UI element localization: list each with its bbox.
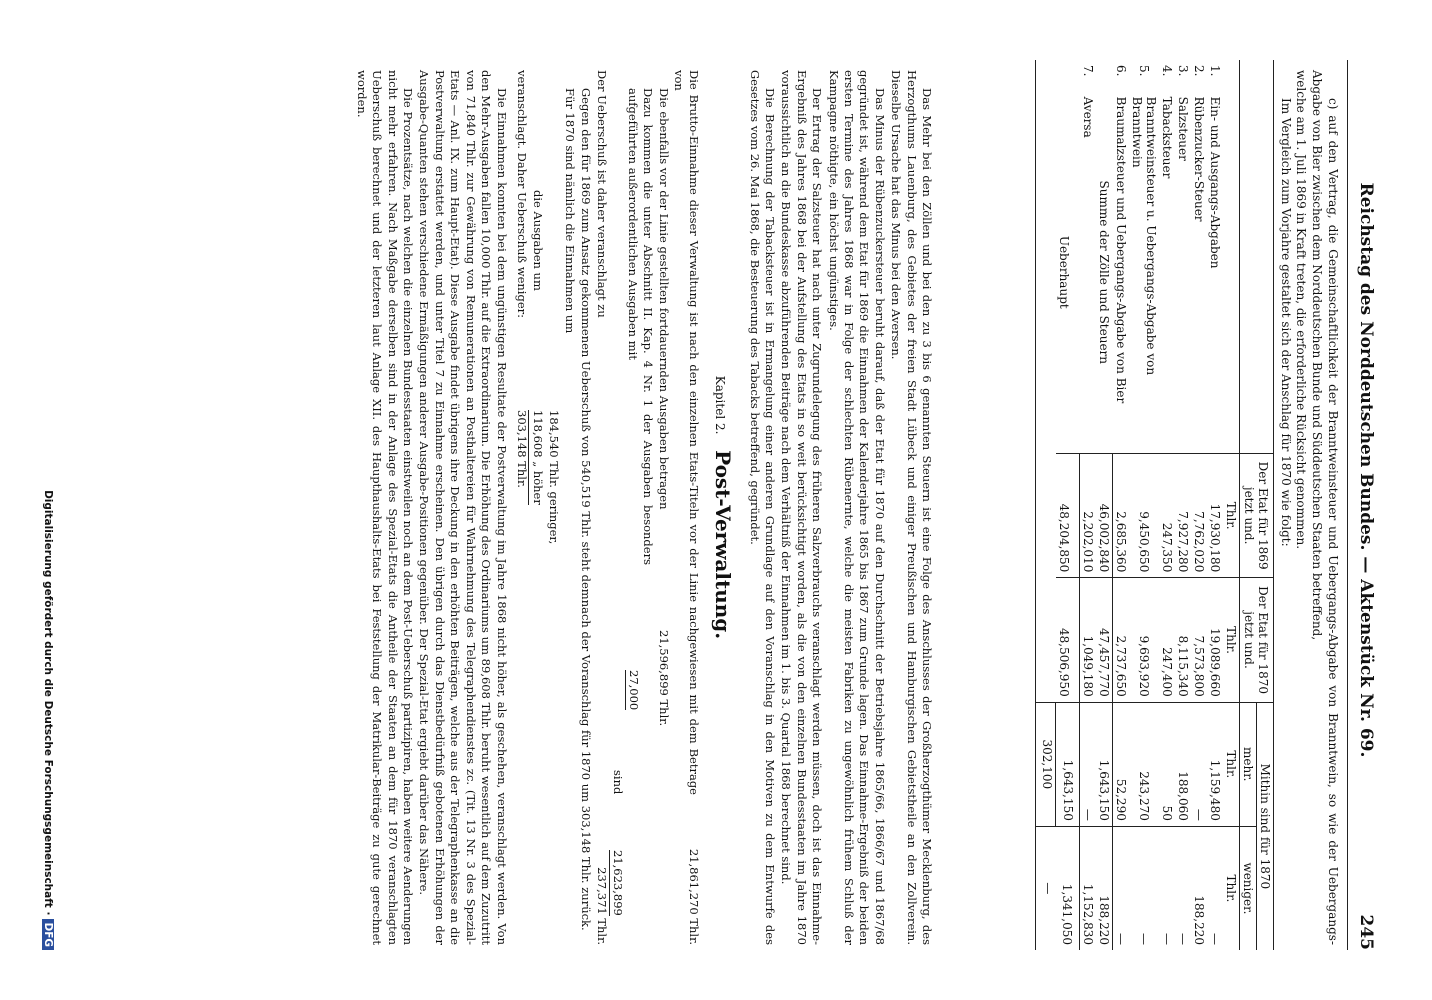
cell-weniger: — (1175, 826, 1191, 950)
aversa-row (1080, 60, 1097, 950)
row-label: Tabacksteuer (1160, 96, 1174, 179)
total-row (1056, 60, 1080, 950)
sum-e1869: 46,002,840 (1096, 453, 1113, 577)
total-weniger: 1,341,050 (1056, 826, 1080, 950)
paragraph-minus: Das Minus der Rübenzuckersteuer beruht darauf, daß der Etat für 1870 auf den Durchschnitt der Betriebsjahre 1865/66, 1866/67 und 1867/68 gegründet ist, während dem Etat für 1869 die Einnahmen der Kalenderjahre 1865 bis 1867 zum Grunde lagen. Das Einnahme-Ergebniß der beiden ersten Termine des Jahres 1868 war in Folge der schlechten Rübenernte, welche die meisten Fabriken zu ungewöhnlich frühem Schluß der Kampagne nöthigte, ein höchst ungünstiges. (826, 70, 887, 945)
row-number: 6. (1113, 65, 1128, 77)
calc-ueberschuss (593, 70, 609, 945)
total-number (1056, 60, 1080, 92)
page-number: 245 (1356, 914, 1376, 950)
chapter-heading (709, 70, 736, 945)
calc-extra (625, 70, 655, 945)
chapter-label: Kapitel 2. (713, 375, 728, 435)
row-number: 2. (1192, 65, 1206, 77)
unit-e1869: Thlr. (1223, 453, 1240, 577)
cell-e1870: 2,737,650 (1113, 578, 1130, 702)
header-etat-1870-label: Der Etat für 1870 (1256, 586, 1271, 694)
cell-e1869: 247,350 (1159, 453, 1175, 577)
calc-einnahmen-value: 184,540 Thlr. geringer, (546, 410, 561, 545)
cell-e1869: 7,762,020 (1191, 453, 1207, 577)
unit-e1870: Thlr. (1223, 578, 1240, 702)
unit-mehr: Thlr. (1223, 702, 1240, 826)
header-title: Reichstag des Norddeutschen Bundes. — Aktenstück Nr. 69. (1356, 182, 1376, 758)
unit-row-label (1223, 60, 1240, 453)
paragraph-fuer: Für 1870 sind nämlich die Einnahmen um (562, 88, 577, 334)
row-number: 3. (1176, 65, 1190, 77)
cell-e1869: 9,450,650 (1129, 453, 1159, 577)
calc-brutto-text: Die Brutto-Einnahme dieser Verwaltung ist nach den einzelnen Etats-Titeln vor der Linie nachgewiesen mit dem Betrage von (671, 70, 702, 795)
calc-ueberschuss-text: Der Ueberschuß ist daher veranschlagt zu (595, 70, 610, 318)
row-label: Branntweinsteuer u. Uebergangs-Abgabe von Branntwein (1130, 96, 1158, 376)
aversa-label: Aversa (1080, 96, 1095, 138)
cell-mehr: 243,270 (1129, 702, 1159, 826)
unit-weniger: Thlr. (1223, 826, 1240, 950)
header-etat-1869-label: Der Etat für 1869 (1256, 461, 1271, 570)
calc-weniger-value: 303,148 Thlr. (514, 410, 529, 488)
calc-brutto-value: 21,861,270 Thlr. (687, 848, 702, 945)
aversa-weniger: 1,152,830 (1080, 826, 1097, 950)
document-page (36, 30, 1396, 970)
table-row (1191, 60, 1207, 950)
cell-e1869: 7,927,280 (1175, 453, 1191, 577)
body-text (352, 70, 934, 945)
paragraph-taback: Die Berechnung der Tabacksteuer ist in Ermangelung einer anderen Grundlage auf den Voranschlag in den Motiven zu dem Entwurfe des Gesetzes vom 26. Mai 1868, die Besteuerung des Tabacks betreffend, gegründet. (747, 70, 777, 945)
cell-mehr: 50 (1159, 702, 1175, 826)
table-row (1207, 60, 1223, 950)
total-diff-spacer (1036, 60, 1056, 702)
aversa-e1869: 2,202,010 (1080, 453, 1097, 577)
header-etat-1870 (1240, 578, 1274, 702)
sum-weniger: 188,220 (1096, 826, 1113, 950)
total-difference-blank: — (1036, 826, 1056, 950)
imprint-text: Digitalisierung gefördert durch die Deutsche Forschungsgemeinschaft · (42, 490, 54, 916)
calc-weniger-text: veranschlagt. Daher Ueberschuß weniger: (514, 70, 529, 319)
running-head (1347, 60, 1376, 950)
sum-mehr: 1,643,150 (1096, 702, 1113, 826)
budget-table (1036, 60, 1275, 950)
row-number: 5. (1137, 65, 1151, 77)
header-mehr: mehr. (1240, 702, 1257, 826)
total-e1870: 48,506,950 (1056, 578, 1080, 702)
table-row (1129, 60, 1159, 950)
header-etat-1870-sub: jetzt und. (1242, 611, 1257, 669)
calc-ausgaben-um (529, 70, 545, 945)
cell-e1870: 9,693,920 (1129, 578, 1159, 702)
total-difference: 302,100 (1036, 702, 1056, 826)
digitization-imprint (42, 50, 54, 950)
header-etat-1869 (1240, 453, 1274, 577)
sum-row (1096, 60, 1113, 950)
sum-label: Summe der Zölle und Steuern (1097, 180, 1112, 365)
calc-ausgaben-text: Die ebenfalls vor der Linie gestellten fortdauernden Ausgaben betragen (657, 88, 672, 510)
calc-weniger (513, 70, 529, 945)
cell-e1870: 8,115,340 (1175, 578, 1191, 702)
header-weniger: weniger. (1240, 826, 1257, 950)
calc-ueberschuss-value: 237,371 Thlr. (595, 867, 610, 945)
row-label: Salzsteuer (1176, 96, 1190, 161)
calc-ausgaben (655, 70, 671, 945)
cell-e1869: 2,685,360 (1113, 453, 1130, 577)
paragraph-salz: Der Ertrag der Salzsteuer hat nach unter Zugrundelegung des früheren Salzverbrauchs veranschlagt werden müssen, doch ist das Einnahme-Ergebniß des Jahres 1868 bei der Aufstellung des Etats in so weit berücksichtigt worden, als die von den einzelnen Bundesstaaten im Jahre 1870 voraussichtlich an die Bundeskasse abzuführenden Beiträge nach dem Verhältniß der Einnahmen im 1. bis 3. Quartal 1868 berechnet sind. (779, 70, 825, 945)
row-label: Ein- und Ausgangs-Abgaben (1208, 96, 1222, 269)
calc-ausgaben-um-value: 118,608 „ höher (528, 410, 544, 505)
cell-weniger: — (1129, 826, 1159, 950)
header-diff: Mithin sind für 1870 (1257, 702, 1274, 950)
cell-weniger: — (1113, 826, 1130, 950)
row-label: Rübenzucker-Steuer (1192, 96, 1206, 222)
chapter-title: Post-Verwaltung. (711, 450, 736, 640)
cell-e1870: 247,400 (1159, 578, 1175, 702)
header-etat-1869-sub: jetzt und. (1242, 486, 1257, 545)
calc-einnahmen (545, 70, 561, 945)
row-label: Braumalzsteuer und Uebergangs-Abgabe von Bier (1113, 96, 1128, 404)
intro-para-vergleich: Im Vergleich zum Vorjahre gestaltet sich der Anschlag für 1870 wie folgt: (1278, 98, 1293, 547)
cell-mehr: 52,290 (1113, 702, 1130, 826)
header-empty (1240, 60, 1274, 453)
cell-e1869: 17,930,180 (1207, 453, 1223, 577)
cell-weniger: — (1207, 826, 1223, 950)
aversa-number: 7. (1080, 65, 1095, 77)
calc-sind-value: 21,623,899 (609, 850, 625, 916)
table-row (1175, 60, 1191, 950)
intro-para-c: c) auf den Vertrag, die Gemeinschaftlichkeit der Branntweinsteuer und Uebergangs-Abgabe von Branntwein, so wie der Uebergangs-Abgabe von Bier zwischen dem Norddeutschen Bunde und Süddeutschen Staaten betreffend, (1310, 70, 1340, 945)
calc-ausgaben-value: 21,596,899 Thlr. (657, 630, 672, 727)
total-label: Ueberhaupt (1057, 235, 1072, 309)
cell-weniger: 188,220 (1191, 826, 1207, 950)
cell-mehr: — (1191, 702, 1207, 826)
calc-extra-value: 27,000 (625, 670, 641, 710)
total-mehr: 1,643,150 (1056, 702, 1080, 826)
cell-weniger: — (1159, 826, 1175, 950)
cell-e1870: 7,573,800 (1191, 578, 1207, 702)
total-e1869: 48,204,850 (1056, 453, 1080, 577)
cell-e1870: 19,089,660 (1207, 578, 1223, 702)
paragraph-gegen: Gegen den für 1869 zum Ansatz gekommenen Ueberschuß von 540,519 Thlr. steht demnach der Voranschlag für 1870 um 303,148 Thlr. zurück. (579, 88, 594, 931)
table-row (1113, 60, 1130, 950)
table-row (1159, 60, 1175, 950)
calc-extra-text: Dazu kommen die unter Abschnitt II. Kap. 4 Nr. 1 der Ausgaben besonders aufgeführten außerordentlichen Ausgaben mit (625, 88, 656, 565)
dfg-logo: DFG (42, 919, 54, 950)
aversa-mehr: — (1080, 702, 1097, 826)
cell-mehr: 188,060 (1175, 702, 1191, 826)
paragraph-einnahmen: Die Einnahmen konnten bei dem ungünstigen Resultate der Postverwaltung im Jahre 1868 nicht höher, als geschehen, veranschlagt werden. Von den Mehr-Ausgaben fallen 10,000 Thlr. auf die Extraordinarium. Die Erhöhung des Ordinariums um 89,608 Thlr. beruht wesentlich auf dem Zuzutritt von 71,840 Thlr. zur Gewährung von Remunerationen an Posthaltereien für Wahrnehmung des Telegraphendienstes zc. (Tit. 13 Nr. 3 des Spezial-Etats — Anl. IX. zum Haupt-Etat). Diese Ausgabe findet übrigens ihre Deckung in den erhöhten Beiträgen, welche aus der Telegraphenkasse an die Postverwaltung erstattet werden, und unter Titel 7 zu Einnahme erscheinen. Den übrigen durch das Dienstbedürfniß gebotenen Erhöhungen der Ausgabe-Quanten stehen verschiedene Ermäßigungen anderer Ausgabe-Positionen gegenüber. Der Spezial-Etat ergiebt darüber das Nähere. (417, 70, 509, 945)
total-diff-row (1036, 60, 1056, 950)
row-number: 1. (1208, 65, 1222, 77)
calc-ausgaben-um-text: die Ausgaben um (530, 190, 545, 291)
aversa-e1870: 1,049,180 (1080, 578, 1097, 702)
row-number: 4. (1160, 65, 1174, 77)
cell-mehr: 1,159,480 (1207, 702, 1223, 826)
intro-text (1277, 70, 1340, 945)
calc-brutto (671, 70, 701, 945)
paragraph-prozentsaetze: Die Prozentsätze, nach welchen die einzelnen Bundesstaaten einstweilen noch an dem Post-Ueberschuß partizipiren, haben weitere Aenderungen nicht mehr erfahren. Nach Maßgabe derselben sind in der Anlage des Spezial-Etats die Antheile der Staaten an dem für 1870 veranschlagten Ueberschuß berechnet und der letzteren laut Anlage XII. des Haupthaushalts-Etats bei Feststellung der Matrikular-Beiträge zu gute gerechnet worden. (354, 70, 416, 945)
sum-e1870: 47,457,770 (1096, 578, 1113, 702)
paragraph-mehr: Das Mehr bei den Zöllen und bei den zu 3 bis 6 genannten Steuern ist eine Folge des Anschlusses der Großherzogthümer Mecklenburg, des Herzogthums Lauenburg, des Gebietes der freien Stadt Lübeck und einiger Preußischen und Hamburgischen Gebietstheile an den Zollverein. Dieselbe Ursache hat das Minus bei den Aversen. (889, 70, 934, 945)
calc-sind (609, 70, 625, 945)
calc-sind-label: sind (611, 770, 626, 795)
sum-number (1096, 60, 1113, 92)
intro-para-juli: welche am 1. Juli 1869 in Kraft treten, die erforderliche Rücksicht genommen. (1294, 70, 1309, 550)
